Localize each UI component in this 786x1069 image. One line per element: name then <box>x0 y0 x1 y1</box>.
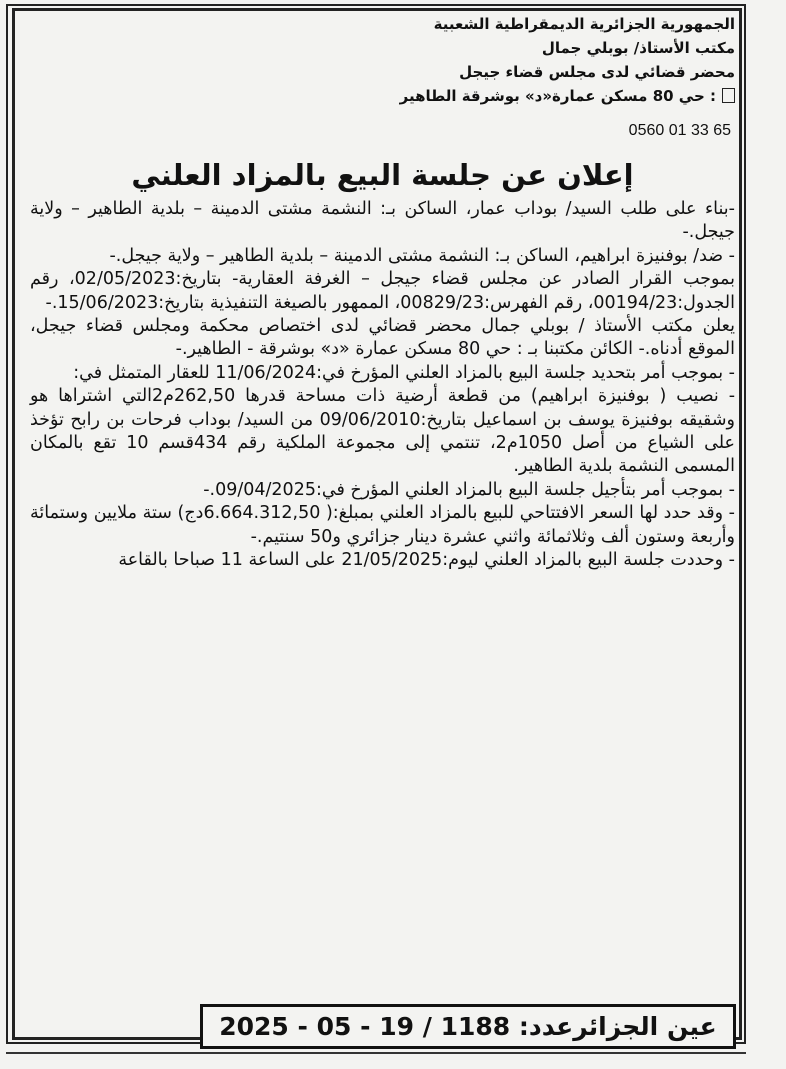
paragraph-postponement: - بموجب أمر بتأجيل جلسة البيع بالمزاد العلني المؤرخ في:09/04/2025.- <box>203 479 735 500</box>
bottom-rule <box>6 1052 746 1054</box>
paragraph-requester: -بناء على طلب السيد/ بوداب عمار، الساكن بـ: النشمة مشتى الدمينة – بلدية الطاهير – ولاية جيجل.- <box>30 199 735 243</box>
location-box-icon <box>722 88 735 103</box>
header-office: مكتب الأستاذ/ بوبلي جمال <box>541 39 735 57</box>
header-address-text: : حي 80 مسكن عمارة«د» بوشرقة الطاهير <box>399 87 716 105</box>
header-bailiff: محضر قضائي لدى مجلس قضاء جيجل <box>459 63 735 81</box>
header-republic: الجمهورية الجزائرية الديمقراطية الشعبية <box>433 15 735 33</box>
notice-title: إعلان عن جلسة البيع بالمزاد العلني <box>131 158 634 192</box>
paragraph-price: - وقد حدد لها السعر الافتتاحي للبيع بالمزاد العلني بمبلغ:( 6.664.312,50دج) ستة ملايين وستمائة وأربعة وستون ألف وثلاثمائة واثني عشرة دينار جزائري و50 سنتيم.- <box>30 503 735 547</box>
notice-body <box>30 198 735 573</box>
paragraph-order: - بموجب أمر بتحديد جلسة البيع بالمزاد العلني المؤرخ في:11/06/2024 للعقار المتمثل في: <box>73 362 735 383</box>
paragraph-announcement: يعلن مكتب الأستاذ / بوبلي جمال محضر قضائي لدى اختصاص محكمة ومجلس قضاء جيجل، الموقع أدناه.- الكائن مكتبنا بـ : حي 80 مسكن عمارة «د» بوشرقة - الطاهير.- <box>30 316 735 360</box>
header-address <box>30 84 735 108</box>
paragraph-decision: بموجب القرار الصادر عن مجلس قضاء جيجل – الغرفة العقارية- بتاريخ:02/05/2023، رقم الجدول:00194/23، رقم الفهرس:00829/23، الممهور بالصيغة التنفيذية بتاريخ:15/06/2023.- <box>30 269 735 313</box>
issue-footer: عين الجزائرعدد: 1188 / 19 - 05 - 2025 <box>200 1004 736 1049</box>
paragraph-property: - نصيب ( بوفنيزة ابراهيم) من قطعة أرضية ذات مساحة قدرها 262,50م2التي اشتراها هو وشقيقه بوفنيزة يوسف بن اسماعيل بتاريخ:09/06/2010 من السيد/ بوداب فرحات بن رابح تؤخذ على الشياع من أصل 1050م2، تنتمي إلى مجموعة الملكية رقم 434قسم 10 تقع بالمكان المسمى النشمة بلدية الطاهير. <box>30 386 736 477</box>
paragraph-defendant: - ضد/ بوفنيزة ابراهيم، الساكن بـ: النشمة مشتى الدمينة – بلدية الطاهير – ولاية جيجل.- <box>109 245 735 266</box>
paragraph-session: - وحددت جلسة البيع بالمزاد العلني ليوم:21/05/2025 على الساعة 11 صباحا بالقاعة <box>118 550 735 571</box>
notice-content <box>30 12 735 573</box>
phone-number: 0560 01 33 65 <box>628 122 731 139</box>
